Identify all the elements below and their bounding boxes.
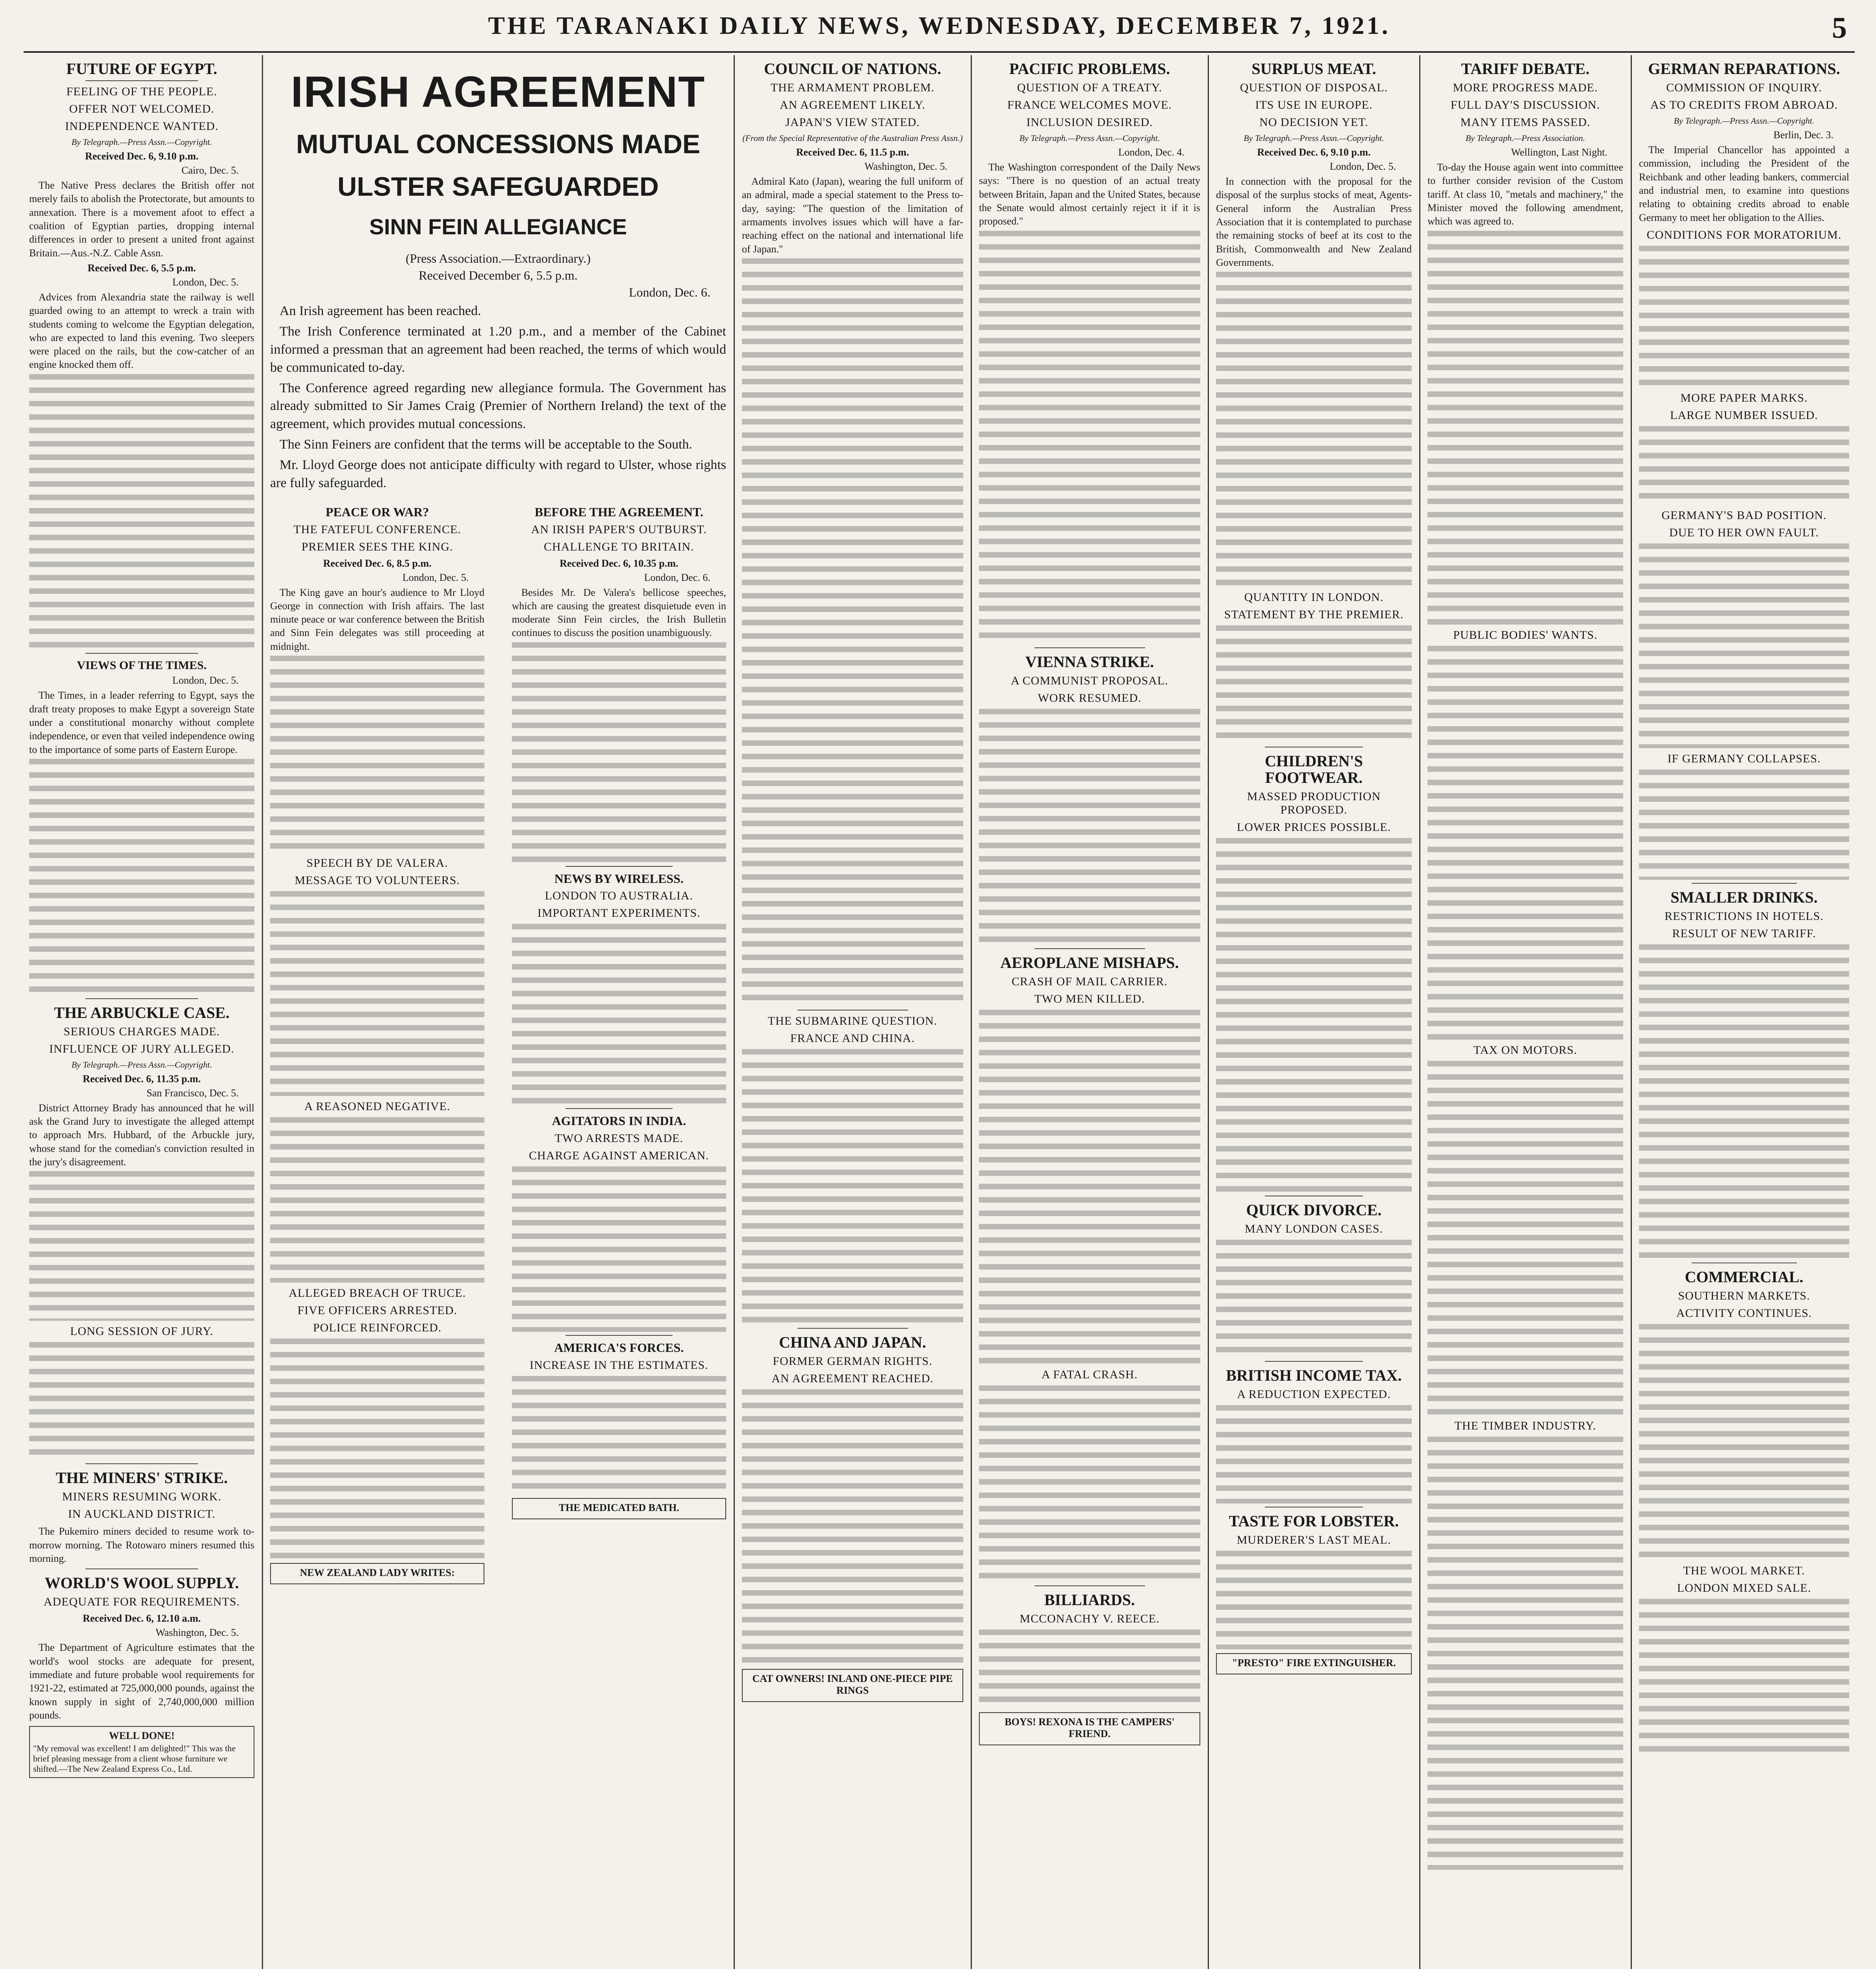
headline-news-by-wireless: NEWS BY WIRELESS. (554, 871, 684, 886)
subhead: ALLEGED BREACH OF TRUCE. (289, 1287, 466, 1300)
dateline: London, Dec. 5. (172, 675, 239, 686)
divider (1265, 1361, 1363, 1362)
article-paragraph: The Conference agreed regarding new allegiance formula. The Government has already submitted to Sir James Craig (Premier of Northern Ireland) the text of the agreement, which provides mutual concessions. (270, 380, 726, 432)
article-text-block (979, 1385, 1200, 1582)
subhead: WORK RESUMED. (1038, 691, 1142, 705)
subhead: NO DECISION YET. (1259, 116, 1368, 129)
subhead: FULL DAY'S DISCUSSION. (1450, 98, 1600, 111)
ad-title: BOYS! REXONA IS THE CAMPERS' FRIEND. (1005, 1716, 1175, 1739)
ad-title: WELL DONE! (109, 1730, 175, 1742)
received-line: Received December 6, 5.5 p.m. (419, 268, 578, 282)
subhead: POLICE REINFORCED. (313, 1321, 442, 1335)
headline-aeroplane-mishaps: AEROPLANE MISHAPS. (1000, 953, 1179, 972)
headline-china-japan: CHINA AND JAPAN. (779, 1333, 926, 1351)
subhead: THE SUBMARINE QUESTION. (767, 1014, 938, 1027)
article-text-block (1639, 769, 1849, 880)
newspaper-page (24, 55, 1855, 1969)
subhead: QUESTION OF DISPOSAL. (1240, 81, 1388, 94)
dateline: London, Dec. 5. (402, 571, 469, 583)
subhead-sinn-fein: SINN FEIN ALLEGIANCE (369, 214, 627, 239)
subhead: ACTIVITY CONTINUES. (1676, 1306, 1812, 1320)
subhead: PUBLIC BODIES' WANTS. (1453, 628, 1598, 642)
headline-commercial: COMMERCIAL. (1685, 1268, 1804, 1286)
byline: By Telegraph.—Press Association. (1465, 133, 1585, 143)
article-text-block (512, 1376, 726, 1494)
article-paragraph: Mr. Lloyd George does not anticipate difficulty with regard to Ulster, whose rights are fully safeguarded. (270, 458, 726, 491)
subhead: MINERS RESUMING WORK. (62, 1490, 222, 1504)
subhead: GERMANY'S BAD POSITION. (1661, 508, 1827, 522)
subhead: ITS USE IN EUROPE. (1255, 98, 1373, 111)
subhead: AS TO CREDITS FROM ABROAD. (1650, 98, 1838, 111)
column-pacific (973, 55, 1206, 1969)
subhead: A REASONED NEGATIVE. (304, 1100, 450, 1113)
column-council (736, 55, 969, 1969)
headline-british-income-tax: BRITISH INCOME TAX. (1226, 1366, 1402, 1385)
subhead: RESULT OF NEW TARIFF. (1672, 927, 1816, 940)
divider (565, 1108, 673, 1109)
divider (85, 653, 198, 654)
subhead-mutual-concessions: MUTUAL CONCESSIONS MADE (296, 129, 701, 159)
subhead: JAPAN'S VIEW STATED. (785, 116, 920, 129)
article-text-block (29, 1171, 254, 1321)
subhead: LONDON MIXED SALE. (1677, 1581, 1811, 1594)
subhead: MORE PROGRESS MADE. (1453, 81, 1598, 94)
article-text-block (1216, 1240, 1412, 1358)
received-line: Received Dec. 6, 9.10 p.m. (1257, 146, 1371, 158)
column-rule (1419, 55, 1420, 1969)
headline-irish-agreement: IRISH AGREEMENT (291, 68, 706, 116)
article-text-block (742, 258, 963, 1007)
article-text-block (979, 231, 1200, 644)
subhead: ADEQUATE FOR REQUIREMENTS. (43, 1595, 240, 1609)
ad-body: "My removal was excellent! I am delighted!" This was the brief pleasing message from a client whose furniture we shifted.—The New Zealand Express Co., Ltd. (33, 1743, 236, 1774)
column-rule (1208, 55, 1209, 1969)
advertisement (270, 1563, 484, 1584)
ad-title: "PRESTO" FIRE EXTINGUISHER. (1232, 1657, 1396, 1669)
subhead: FIVE OFFICERS ARRESTED. (297, 1304, 457, 1317)
headline-miners: THE MINERS' STRIKE. (56, 1469, 228, 1487)
lead-article-body (270, 251, 726, 492)
press-note: (Press Association.—Extraordinary.) (406, 251, 591, 265)
subhead: LONDON TO AUSTRALIA. (545, 889, 693, 903)
column-reparations (1633, 55, 1855, 1969)
article-text-block (270, 1117, 484, 1283)
received-line: Received Dec. 6, 11.35 p.m. (83, 1073, 201, 1085)
article-text-block (979, 1010, 1200, 1364)
subcolumn-peace-or-war (270, 500, 484, 1839)
subhead: STATEMENT BY THE PREMIER. (1224, 608, 1404, 621)
masthead (24, 0, 1855, 53)
column-rule (971, 55, 972, 1969)
page-number: 5 (1832, 11, 1847, 44)
divider (85, 998, 198, 999)
received-line: Received Dec. 6, 9.10 p.m. (85, 150, 199, 162)
subhead: THE TIMBER INDUSTRY. (1454, 1419, 1596, 1432)
dateline: Washington, Dec. 5. (156, 1627, 239, 1639)
subcolumn-before-agreement (512, 500, 726, 1839)
subhead: MORE PAPER MARKS. (1680, 391, 1808, 404)
subhead: MESSAGE TO VOLUNTEERS. (295, 874, 460, 887)
subhead: TWO ARRESTS MADE. (554, 1131, 683, 1145)
divider (85, 80, 198, 81)
ad-title: THE MEDICATED BATH. (558, 1502, 679, 1513)
advertisement (29, 1726, 254, 1778)
subhead: SERIOUS CHARGES MADE. (63, 1025, 220, 1038)
advertisement (1216, 1653, 1412, 1674)
subhead: MANY LONDON CASES. (1244, 1222, 1383, 1236)
article-text-block (29, 759, 254, 995)
article-text-block (270, 656, 484, 853)
column-rule (734, 55, 735, 1969)
article-text-block (1639, 246, 1849, 387)
article-text-block (979, 709, 1200, 945)
subhead: IMPORTANT EXPERIMENTS. (537, 907, 701, 920)
article-text-block (1639, 543, 1849, 748)
advertisement (512, 1498, 726, 1519)
article-text-block (270, 1339, 484, 1559)
subhead: AN IRISH PAPER'S OUTBURST. (531, 523, 707, 536)
received-line: Received Dec. 6, 5.5 p.m. (87, 262, 196, 274)
dateline: Wellington, Last Night. (1511, 146, 1607, 158)
headline-taste-for-lobster: TASTE FOR LOBSTER. (1229, 1512, 1399, 1530)
article-text-block (1427, 231, 1623, 625)
byline: By Telegraph.—Press Assn.—Copyright. (1019, 133, 1160, 143)
subhead: IF GERMANY COLLAPSES. (1667, 752, 1821, 765)
advertisement (979, 1712, 1200, 1745)
article-text-block (512, 924, 726, 1105)
subhead: QUESTION OF A TREATY. (1017, 81, 1162, 94)
dateline: San Francisco, Dec. 5. (146, 1087, 239, 1099)
subhead: MANY ITEMS PASSED. (1460, 116, 1591, 129)
subhead: THE WOOL MARKET. (1683, 1564, 1805, 1577)
dateline: Washington, Dec. 5. (864, 161, 947, 172)
article-body: The King gave an hour's audience to Mr Lloyd George in connection with Irish affairs. The last minute peace or war conference between the British and Sinn Fein delegates was still proceeding at midnight. (270, 586, 485, 652)
subhead: FORMER GERMAN RIGHTS. (773, 1354, 932, 1368)
article-text-block (1216, 838, 1412, 1192)
headline-americas-forces: AMERICA'S FORCES. (554, 1340, 684, 1355)
article-text-block (1639, 1599, 1849, 1756)
subhead: INCREASE IN THE ESTIMATES. (529, 1358, 708, 1372)
article-text-block (742, 1049, 963, 1325)
headline-surplus-meat: SURPLUS MEAT. (1251, 60, 1376, 78)
headline-german-reparations: GERMAN REPARATIONS. (1648, 60, 1840, 78)
note: (From the Special Representative of the Australian Press Assn.) (742, 133, 963, 143)
divider (797, 1328, 908, 1329)
subhead: COMMISSION OF INQUIRY. (1666, 81, 1822, 94)
subhead: CRASH OF MAIL CARRIER. (1012, 975, 1168, 988)
article-body: Besides Mr. De Valera's bellicose speeches, which are causing the greatest disquietude even in moderate Sinn Fein circles, the Irish Bulletin continues to discuss the position unambiguously. (512, 586, 726, 639)
byline: By Telegraph.—Press Assn.—Copyright. (71, 137, 212, 147)
subhead: A REDUCTION EXPECTED. (1237, 1388, 1391, 1401)
subhead: QUANTITY IN LONDON. (1244, 591, 1384, 604)
article-body: Advices from Alexandria state the railway is well guarded owing to an attempt to wreck a train with students coming to welcome the Egyptian delegation, who are expected to land this evening. Two sleepers were placed on the rails, but the cow-catcher of an engine knocked them off. (29, 291, 254, 371)
dateline: London, Dec. 6. (644, 571, 710, 583)
article-text-block (1216, 1551, 1412, 1649)
article-text-block (512, 642, 726, 863)
article-text-block (1216, 1405, 1412, 1504)
subhead: FRANCE AND CHINA. (790, 1031, 915, 1045)
headline-billiards: BILLIARDS. (1044, 1591, 1135, 1609)
article-body: The Pukemiro miners decided to resume work to-morrow morning. The Rotowaro miners resumed this morning. (29, 1526, 254, 1564)
received-line: Received Dec. 6, 8.5 p.m. (323, 557, 432, 569)
subhead: OFFER NOT WELCOMED. (69, 102, 215, 115)
article-text-block (1639, 1324, 1849, 1560)
dateline: London, Dec. 6. (628, 285, 710, 299)
article-paragraph: An Irish agreement has been reached. (280, 304, 481, 318)
subhead: A FATAL CRASH. (1041, 1368, 1138, 1381)
article-text-block (29, 374, 254, 650)
headline-times: VIEWS OF THE TIMES. (77, 658, 207, 672)
subhead: RESTRICTIONS IN HOTELS. (1665, 909, 1824, 923)
article-body: In connection with the proposal for the disposal of the surplus stocks of meat, Agents-General inform the Australian Press Association that it is contemplated to purchase the remaining stocks of beef at its cost to the British, Commonwealth and New Zealand Governments. (1216, 176, 1412, 268)
subhead: FRANCE WELCOMES MOVE. (1007, 98, 1172, 111)
article-body: Admiral Kato (Japan), wearing the full uniform of an admiral, made a special statement to the Press to-day, saying: "The question of the limitation of armaments involves issues which will have a far-reaching effect on the national and international life of Japan." (742, 176, 963, 255)
subhead: INCLUSION DESIRED. (1026, 116, 1153, 129)
ad-title: NEW ZEALAND LADY WRITES: (300, 1567, 455, 1579)
subhead: INDEPENDENCE WANTED. (65, 120, 219, 133)
article-text-block (1639, 944, 1849, 1259)
headline-council: COUNCIL OF NATIONS. (764, 60, 942, 78)
subhead: AN AGREEMENT REACHED. (771, 1372, 934, 1385)
article-body: The Washington correspondent of the Daily News says: "There is no question of an actual treaty between Britain, Japan and the United States, because the Senate would almost certainly reject it if it is proposed." (979, 161, 1200, 227)
column-irish-agreement (265, 55, 732, 1969)
article-body: The Times, in a leader referring to Egypt, says the draft treaty proposes to make Egypt a sovereign State under a constitutional monarchy without complete independence, or even that veiled independence owing to the importance of some parts of Eastern Europe. (29, 690, 254, 755)
subhead: SOUTHERN MARKETS. (1678, 1289, 1810, 1302)
article-text-block (1639, 426, 1849, 505)
subhead: AN AGREEMENT LIKELY. (779, 98, 926, 111)
received-line: Received Dec. 6, 10.35 p.m. (560, 557, 678, 569)
divider (1034, 948, 1145, 949)
headline-arbuckle: THE ARBUCKLE CASE. (54, 1003, 230, 1022)
byline: By Telegraph.—Press Assn.—Copyright. (71, 1059, 212, 1070)
subhead: LONG SESSION OF JURY. (70, 1325, 213, 1338)
subhead: PREMIER SEES THE KING. (301, 540, 453, 553)
subhead: CONDITIONS FOR MORATORIUM. (1646, 228, 1842, 241)
headline-egypt: FUTURE OF EGYPT. (66, 60, 217, 78)
subhead: TAX ON MOTORS. (1473, 1043, 1578, 1057)
column-egypt (24, 55, 260, 1969)
subhead: TWO MEN KILLED. (1034, 992, 1145, 1005)
subhead: CHALLENGE TO BRITAIN. (544, 540, 694, 553)
headline-pacific: PACIFIC PROBLEMS. (1009, 60, 1170, 78)
headline-tariff-debate: TARIFF DEBATE. (1461, 60, 1590, 78)
irish-sub-columns (270, 500, 726, 1839)
article-text-block (1427, 1437, 1623, 1870)
headline-quick-divorce: QUICK DIVORCE. (1246, 1201, 1382, 1219)
received-line: Received Dec. 6, 11.5 p.m. (796, 146, 909, 158)
article-text-block (1216, 272, 1412, 587)
article-body: The Department of Agriculture estimates that the world's wool stocks are adequate for present, immediate and future probable wool requirements for 1921-22, estimated at 725,000,000 pounds, against the known supply in sight of 2,740,000,000 million pounds. (29, 1642, 254, 1721)
subhead: LARGE NUMBER ISSUED. (1670, 408, 1818, 422)
subhead: IN AUCKLAND DISTRICT. (68, 1507, 216, 1521)
subhead: DUE TO HER OWN FAULT. (1669, 526, 1819, 539)
subhead: THE FATEFUL CONFERENCE. (293, 523, 461, 536)
divider (1692, 883, 1797, 884)
headline-peace-or-war: PEACE OR WAR? (325, 504, 429, 519)
dateline: London, Dec. 4. (1118, 146, 1185, 158)
divider (85, 1463, 198, 1464)
headline-before-agreement: BEFORE THE AGREEMENT. (534, 504, 703, 519)
article-body: District Attorney Brady has announced that he will ask the Grand Jury to investigate the alleged attempt to approach Mrs. Hubbard, of the Arbuckle jury, whose stand for the comedian's conviction resulted in the jury's disagreement. (29, 1102, 254, 1168)
ad-title: CAT OWNERS! INLAND ONE-PIECE PIPE RINGS (752, 1672, 953, 1696)
divider (1034, 647, 1145, 648)
byline: By Telegraph.—Press Assn.—Copyright. (1244, 133, 1384, 143)
subhead: LOWER PRICES POSSIBLE. (1236, 821, 1391, 834)
byline: By Telegraph.—Press Assn.—Copyright. (1674, 116, 1815, 126)
headline-smaller-drinks: SMALLER DRINKS. (1670, 888, 1818, 906)
column-tariff (1422, 55, 1629, 1969)
divider (565, 866, 673, 867)
column-rule (262, 55, 263, 1969)
article-body: The Native Press declares the British offer not merely fails to abolish the Protectorate, but amounts to annexation. There is a movement afoot to effect a coalition of Egyptian parties, dropping internal differences in order to present a united front against Britain.—Aus.-N.Z. Cable Assn. (29, 180, 254, 259)
subhead: THE ARMAMENT PROBLEM. (770, 81, 935, 94)
column-rule (1631, 55, 1632, 1969)
article-text-block (1216, 625, 1412, 743)
divider (1034, 1585, 1145, 1586)
subhead: CHARGE AGAINST AMERICAN. (529, 1149, 709, 1162)
headline-childrens-footwear: CHILDREN'S FOOTWEAR. (1265, 752, 1363, 787)
article-text-block (29, 1342, 254, 1460)
article-paragraph: The Sinn Feiners are confident that the terms will be acceptable to the South. (280, 437, 693, 452)
subhead: MASSED PRODUCTION PROPOSED. (1247, 790, 1381, 817)
article-text-block (1427, 1061, 1623, 1415)
headline-wool: WORLD'S WOOL SUPPLY. (44, 1574, 239, 1592)
subhead: MURDERER'S LAST MEAL. (1236, 1533, 1391, 1547)
subhead: MCCONACHY V. REECE. (1020, 1612, 1160, 1625)
subhead-ulster: ULSTER SAFEGUARDED (337, 172, 659, 202)
article-text-block (270, 891, 484, 1096)
article-text-block (979, 1630, 1200, 1708)
column-surplus-meat (1211, 55, 1417, 1969)
dateline: London, Dec. 5. (172, 276, 239, 288)
article-text-block (742, 1389, 963, 1665)
headline-vienna-strike: VIENNA STRIKE. (1025, 653, 1154, 671)
advertisement (742, 1669, 963, 1702)
divider (565, 1335, 673, 1336)
article-paragraph: The Irish Conference terminated at 1.20 p.m., and a member of the Cabinet informed a pressman that an agreement had been reached, the terms of which would be communicated to-day. (270, 324, 726, 375)
subhead: SPEECH BY DE VALERA. (306, 857, 448, 870)
dateline: Cairo, Dec. 5. (181, 165, 239, 176)
subhead: A COMMUNIST PROPOSAL. (1011, 674, 1168, 687)
dateline: Berlin, Dec. 3. (1773, 129, 1833, 141)
headline-agitators-india: AGITATORS IN INDIA. (552, 1114, 686, 1128)
subhead: INFLUENCE OF JURY ALLEGED. (49, 1042, 234, 1055)
article-body: The Imperial Chancellor has appointed a commission, including the President of the Reichbank and other leading bankers, commercial and industrial men, to examine into questions relating to obtaining credits abroad to enable Germany to meet her obligation to the Allies. (1639, 144, 1849, 223)
article-body: To-day the House again went into committee to further consider revision of the Custom tariff. At class 10, "metals and machinery," the Minister moved the following amendment, which was agreed to. (1427, 161, 1623, 227)
article-text-block (1427, 646, 1623, 1040)
subhead: FEELING OF THE PEOPLE. (66, 85, 217, 98)
dateline: London, Dec. 5. (1329, 161, 1396, 172)
article-text-block (512, 1166, 726, 1332)
received-line: Received Dec. 6, 12.10 a.m. (83, 1613, 201, 1624)
newspaper-title: THE TARANAKI DAILY NEWS, WEDNESDAY, DECEMBER 7, 1921. (488, 11, 1390, 39)
